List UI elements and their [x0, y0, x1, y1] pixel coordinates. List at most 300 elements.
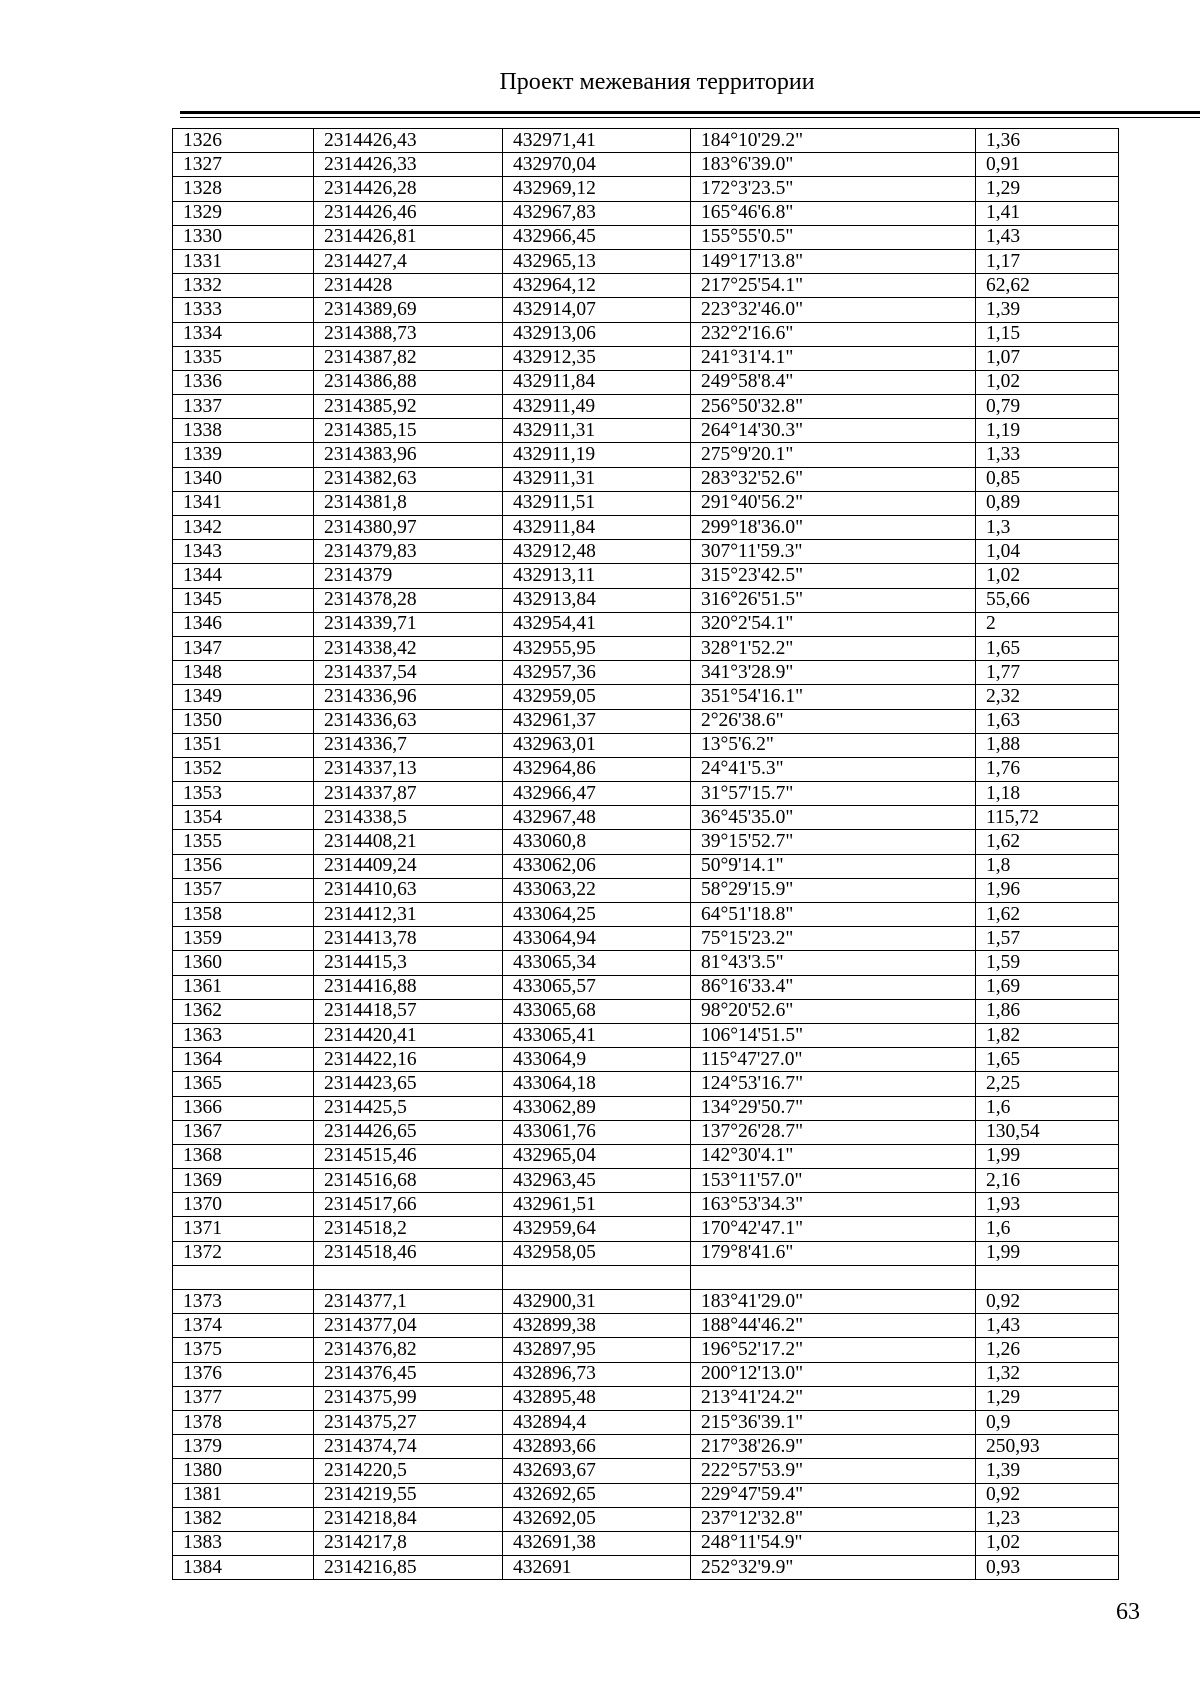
point-number-cell: 1363: [173, 1023, 314, 1047]
x-coordinate-cell: 2314426,81: [314, 225, 503, 249]
bearing-cell: 341°3'28.9": [691, 661, 976, 685]
point-number-cell: 1334: [173, 322, 314, 346]
table-row: [173, 177, 1119, 201]
distance-cell: 1,88: [976, 733, 1119, 757]
table-row: [173, 1120, 1119, 1144]
x-coordinate-cell: 2314518,46: [314, 1241, 503, 1265]
y-coordinate-cell: 432966,47: [503, 782, 691, 806]
point-number-cell: 1382: [173, 1507, 314, 1531]
bearing-cell: 222°57'53.9": [691, 1459, 976, 1483]
distance-cell: 1,99: [976, 1144, 1119, 1168]
bearing-cell: 98°20'52.6": [691, 999, 976, 1023]
table-row: [173, 588, 1119, 612]
y-coordinate-cell: 432895,48: [503, 1386, 691, 1410]
distance-cell: 1,65: [976, 1048, 1119, 1072]
bearing-cell: 184°10'29.2": [691, 129, 976, 153]
point-number-cell: 1355: [173, 830, 314, 854]
table-row: [173, 951, 1119, 975]
bearing-cell: 172°3'23.5": [691, 177, 976, 201]
y-coordinate-cell: 432693,67: [503, 1459, 691, 1483]
x-coordinate-cell: 2314218,84: [314, 1507, 503, 1531]
bearing-cell: 142°30'4.1": [691, 1144, 976, 1168]
distance-cell: 0,92: [976, 1290, 1119, 1314]
distance-cell: 1,02: [976, 1531, 1119, 1555]
table-row: [173, 467, 1119, 491]
x-coordinate-cell: 2314375,27: [314, 1410, 503, 1434]
y-coordinate-cell: 432963,01: [503, 733, 691, 757]
bearing-cell: 351°54'16.1": [691, 685, 976, 709]
table-row: [173, 1483, 1119, 1507]
x-coordinate-cell: 2314409,24: [314, 854, 503, 878]
point-number-cell: 1336: [173, 370, 314, 394]
table-row: [173, 564, 1119, 588]
y-coordinate-cell: 433062,06: [503, 854, 691, 878]
table-row: [173, 540, 1119, 564]
x-coordinate-cell: 2314378,28: [314, 588, 503, 612]
distance-cell: 1,99: [976, 1241, 1119, 1265]
point-number-cell: 1365: [173, 1072, 314, 1096]
distance-cell: 0,9: [976, 1410, 1119, 1434]
bearing-cell: 249°58'8.4": [691, 370, 976, 394]
bearing-cell: 200°12'13.0": [691, 1362, 976, 1386]
point-number-cell: 1344: [173, 564, 314, 588]
distance-cell: 1,8: [976, 854, 1119, 878]
y-coordinate-cell: 433065,34: [503, 951, 691, 975]
bearing-cell: 248°11'54.9": [691, 1531, 976, 1555]
distance-cell: 55,66: [976, 588, 1119, 612]
distance-cell: 1,76: [976, 757, 1119, 781]
x-coordinate-cell: 2314386,88: [314, 370, 503, 394]
y-coordinate-cell: 433064,94: [503, 927, 691, 951]
y-coordinate-cell: 432893,66: [503, 1435, 691, 1459]
distance-cell: 1,02: [976, 564, 1119, 588]
x-coordinate-cell: 2314336,63: [314, 709, 503, 733]
table-row: [173, 1144, 1119, 1168]
y-coordinate-cell: 432691: [503, 1556, 691, 1580]
table-row: [173, 491, 1119, 515]
point-number-cell: 1337: [173, 395, 314, 419]
x-coordinate-cell: 2314217,8: [314, 1531, 503, 1555]
y-coordinate-cell: 432692,05: [503, 1507, 691, 1531]
point-number-cell: 1378: [173, 1410, 314, 1434]
x-coordinate-cell: 2314379: [314, 564, 503, 588]
distance-cell: 115,72: [976, 806, 1119, 830]
bearing-cell: 196°52'17.2": [691, 1338, 976, 1362]
y-coordinate-cell: 433062,89: [503, 1096, 691, 1120]
point-number-cell: 1345: [173, 588, 314, 612]
bearing-cell: 36°45'35.0": [691, 806, 976, 830]
point-number-cell: 1359: [173, 927, 314, 951]
x-coordinate-cell: 2314338,42: [314, 636, 503, 660]
bearing-cell: 183°6'39.0": [691, 153, 976, 177]
bearing-cell: 137°26'28.7": [691, 1120, 976, 1144]
y-coordinate-cell: 433061,76: [503, 1120, 691, 1144]
bearing-cell: 328°1'52.2": [691, 636, 976, 660]
x-coordinate-cell: 2314517,66: [314, 1193, 503, 1217]
x-coordinate-cell: 2314375,99: [314, 1386, 503, 1410]
page-number: 63: [1116, 1599, 1140, 1625]
y-coordinate-cell: 432896,73: [503, 1362, 691, 1386]
bearing-cell: 39°15'52.7": [691, 830, 976, 854]
distance-cell: 1,36: [976, 129, 1119, 153]
point-number-cell: 1339: [173, 443, 314, 467]
bearing-cell: 291°40'56.2": [691, 491, 976, 515]
table-row: [173, 249, 1119, 273]
bearing-cell: 283°32'52.6": [691, 467, 976, 491]
bearing-cell: 170°42'47.1": [691, 1217, 976, 1241]
point-number-cell: 1368: [173, 1144, 314, 1168]
table-row: [173, 806, 1119, 830]
distance-cell: 1,6: [976, 1217, 1119, 1241]
point-number-cell: 1352: [173, 757, 314, 781]
table-row: [173, 975, 1119, 999]
table-row: [173, 201, 1119, 225]
point-number-cell: 1381: [173, 1483, 314, 1507]
distance-cell: 1,62: [976, 903, 1119, 927]
table-row: [173, 1531, 1119, 1555]
table-row: [173, 443, 1119, 467]
distance-cell: 0,85: [976, 467, 1119, 491]
bearing-cell: 115°47'27.0": [691, 1048, 976, 1072]
bearing-cell: 64°51'18.8": [691, 903, 976, 927]
x-coordinate-cell: 2314426,43: [314, 129, 503, 153]
x-coordinate-cell: 2314385,15: [314, 419, 503, 443]
distance-cell: 1,39: [976, 298, 1119, 322]
bearing-cell: 124°53'16.7": [691, 1072, 976, 1096]
point-number-cell: 1341: [173, 491, 314, 515]
distance-cell: 1,3: [976, 516, 1119, 540]
distance-cell: 0,93: [976, 1556, 1119, 1580]
distance-cell: 1,18: [976, 782, 1119, 806]
y-coordinate-cell: 433064,9: [503, 1048, 691, 1072]
table-row: [173, 1459, 1119, 1483]
table-row: [173, 709, 1119, 733]
y-coordinate-cell: 432963,45: [503, 1169, 691, 1193]
x-coordinate-cell: 2314387,82: [314, 346, 503, 370]
table-row: [173, 903, 1119, 927]
x-coordinate-cell: 2314220,5: [314, 1459, 503, 1483]
y-coordinate-cell: 432954,41: [503, 612, 691, 636]
point-number-cell: 1369: [173, 1169, 314, 1193]
distance-cell: 250,93: [976, 1435, 1119, 1459]
distance-cell: 0,79: [976, 395, 1119, 419]
table-row: [173, 612, 1119, 636]
distance-cell: 2: [976, 612, 1119, 636]
point-number-cell: 1347: [173, 636, 314, 660]
x-coordinate-cell: 2314383,96: [314, 443, 503, 467]
point-number-cell: 1331: [173, 249, 314, 273]
y-coordinate-cell: 432964,12: [503, 274, 691, 298]
bearing-cell: 163°53'34.3": [691, 1193, 976, 1217]
y-coordinate-cell: 432955,95: [503, 636, 691, 660]
y-coordinate-cell: 432900,31: [503, 1290, 691, 1314]
distance-cell: 1,69: [976, 975, 1119, 999]
bearing-cell: 75°15'23.2": [691, 927, 976, 951]
y-coordinate-cell: 432914,07: [503, 298, 691, 322]
y-coordinate-cell: 432971,41: [503, 129, 691, 153]
x-coordinate-cell: 2314376,82: [314, 1338, 503, 1362]
table-row: [173, 274, 1119, 298]
bearing-cell: 58°29'15.9": [691, 878, 976, 902]
y-coordinate-cell: 432970,04: [503, 153, 691, 177]
table-row: [173, 1410, 1119, 1434]
distance-cell: 1,29: [976, 177, 1119, 201]
table-row: [173, 782, 1119, 806]
x-coordinate-cell: 2314418,57: [314, 999, 503, 1023]
x-coordinate-cell: 2314428: [314, 274, 503, 298]
distance-cell: 1,04: [976, 540, 1119, 564]
y-coordinate-cell: 432965,13: [503, 249, 691, 273]
distance-cell: 1,59: [976, 951, 1119, 975]
x-coordinate-cell: 2314379,83: [314, 540, 503, 564]
distance-cell: 1,62: [976, 830, 1119, 854]
distance-cell: 1,15: [976, 322, 1119, 346]
x-coordinate-cell: 2314426,33: [314, 153, 503, 177]
coordinates-table: [172, 128, 1119, 1580]
y-coordinate-cell: 433065,68: [503, 999, 691, 1023]
point-number-cell: 1356: [173, 854, 314, 878]
distance-cell: [976, 1265, 1119, 1289]
table-row: [173, 1338, 1119, 1362]
bearing-cell: 256°50'32.8": [691, 395, 976, 419]
x-coordinate-cell: 2314374,74: [314, 1435, 503, 1459]
y-coordinate-cell: 432897,95: [503, 1338, 691, 1362]
x-coordinate-cell: 2314426,28: [314, 177, 503, 201]
table-row: [173, 1265, 1119, 1289]
x-coordinate-cell: 2314426,46: [314, 201, 503, 225]
bearing-cell: 215°36'39.1": [691, 1410, 976, 1434]
table-row: [173, 1435, 1119, 1459]
point-number-cell: 1332: [173, 274, 314, 298]
x-coordinate-cell: 2314423,65: [314, 1072, 503, 1096]
y-coordinate-cell: 433065,41: [503, 1023, 691, 1047]
x-coordinate-cell: 2314422,16: [314, 1048, 503, 1072]
point-number-cell: 1374: [173, 1314, 314, 1338]
distance-cell: 1,6: [976, 1096, 1119, 1120]
bearing-cell: 106°14'51.5": [691, 1023, 976, 1047]
table-row: [173, 1193, 1119, 1217]
x-coordinate-cell: 2314516,68: [314, 1169, 503, 1193]
y-coordinate-cell: 433060,8: [503, 830, 691, 854]
point-number-cell: 1329: [173, 201, 314, 225]
bearing-cell: 217°25'54.1": [691, 274, 976, 298]
table-row: [173, 1362, 1119, 1386]
distance-cell: 1,57: [976, 927, 1119, 951]
y-coordinate-cell: 432959,64: [503, 1217, 691, 1241]
x-coordinate-cell: 2314408,21: [314, 830, 503, 854]
distance-cell: 1,65: [976, 636, 1119, 660]
point-number-cell: 1362: [173, 999, 314, 1023]
table-row: [173, 685, 1119, 709]
distance-cell: 1,41: [976, 201, 1119, 225]
point-number-cell: 1364: [173, 1048, 314, 1072]
y-coordinate-cell: 432913,11: [503, 564, 691, 588]
point-number-cell: 1335: [173, 346, 314, 370]
distance-cell: 0,92: [976, 1483, 1119, 1507]
distance-cell: 1,19: [976, 419, 1119, 443]
x-coordinate-cell: 2314377,04: [314, 1314, 503, 1338]
y-coordinate-cell: 432894,4: [503, 1410, 691, 1434]
x-coordinate-cell: 2314382,63: [314, 467, 503, 491]
y-coordinate-cell: 432957,36: [503, 661, 691, 685]
bearing-cell: 213°41'24.2": [691, 1386, 976, 1410]
x-coordinate-cell: 2314420,41: [314, 1023, 503, 1047]
y-coordinate-cell: 432691,38: [503, 1531, 691, 1555]
bearing-cell: 86°16'33.4": [691, 975, 976, 999]
y-coordinate-cell: 432958,05: [503, 1241, 691, 1265]
distance-cell: 1,02: [976, 370, 1119, 394]
distance-cell: 1,96: [976, 878, 1119, 902]
y-coordinate-cell: 432967,83: [503, 201, 691, 225]
point-number-cell: 1377: [173, 1386, 314, 1410]
distance-cell: 2,16: [976, 1169, 1119, 1193]
bearing-cell: 223°32'46.0": [691, 298, 976, 322]
point-number-cell: 1348: [173, 661, 314, 685]
coordinates-table-body: [173, 129, 1119, 1580]
table-row: [173, 878, 1119, 902]
y-coordinate-cell: 432967,48: [503, 806, 691, 830]
bearing-cell: 183°41'29.0": [691, 1290, 976, 1314]
point-number-cell: 1360: [173, 951, 314, 975]
point-number-cell: 1330: [173, 225, 314, 249]
table-row: [173, 1048, 1119, 1072]
x-coordinate-cell: 2314216,85: [314, 1556, 503, 1580]
x-coordinate-cell: 2314426,65: [314, 1120, 503, 1144]
point-number-cell: 1353: [173, 782, 314, 806]
point-number-cell: 1343: [173, 540, 314, 564]
distance-cell: 62,62: [976, 274, 1119, 298]
bearing-cell: 299°18'36.0": [691, 516, 976, 540]
point-number-cell: 1346: [173, 612, 314, 636]
point-number-cell: 1367: [173, 1120, 314, 1144]
y-coordinate-cell: [503, 1265, 691, 1289]
distance-cell: 130,54: [976, 1120, 1119, 1144]
table-row: [173, 129, 1119, 153]
point-number-cell: 1357: [173, 878, 314, 902]
x-coordinate-cell: 2314219,55: [314, 1483, 503, 1507]
bearing-cell: 264°14'30.3": [691, 419, 976, 443]
table-row: [173, 298, 1119, 322]
x-coordinate-cell: 2314381,8: [314, 491, 503, 515]
table-row: [173, 636, 1119, 660]
distance-cell: 1,82: [976, 1023, 1119, 1047]
table-row: [173, 1169, 1119, 1193]
bearing-cell: 252°32'9.9": [691, 1556, 976, 1580]
x-coordinate-cell: 2314336,7: [314, 733, 503, 757]
distance-cell: 2,25: [976, 1072, 1119, 1096]
table-row: [173, 927, 1119, 951]
y-coordinate-cell: 432961,51: [503, 1193, 691, 1217]
point-number-cell: 1371: [173, 1217, 314, 1241]
distance-cell: 1,43: [976, 1314, 1119, 1338]
table-row: [173, 1556, 1119, 1580]
bearing-cell: 165°46'6.8": [691, 201, 976, 225]
bearing-cell: 24°41'5.3": [691, 757, 976, 781]
point-number-cell: 1328: [173, 177, 314, 201]
y-coordinate-cell: 432961,37: [503, 709, 691, 733]
x-coordinate-cell: 2314415,3: [314, 951, 503, 975]
y-coordinate-cell: 432912,48: [503, 540, 691, 564]
y-coordinate-cell: 432913,84: [503, 588, 691, 612]
y-coordinate-cell: 433065,57: [503, 975, 691, 999]
y-coordinate-cell: 432911,31: [503, 467, 691, 491]
bearing-cell: 179°8'41.6": [691, 1241, 976, 1265]
y-coordinate-cell: 432959,05: [503, 685, 691, 709]
distance-cell: 1,39: [976, 1459, 1119, 1483]
point-number-cell: 1354: [173, 806, 314, 830]
x-coordinate-cell: 2314410,63: [314, 878, 503, 902]
x-coordinate-cell: 2314380,97: [314, 516, 503, 540]
y-coordinate-cell: 432964,86: [503, 757, 691, 781]
y-coordinate-cell: 432911,19: [503, 443, 691, 467]
distance-cell: 0,89: [976, 491, 1119, 515]
y-coordinate-cell: 432911,51: [503, 491, 691, 515]
distance-cell: 1,77: [976, 661, 1119, 685]
table-row: [173, 1023, 1119, 1047]
table-row: [173, 1290, 1119, 1314]
table-row: [173, 225, 1119, 249]
x-coordinate-cell: [314, 1265, 503, 1289]
point-number-cell: 1338: [173, 419, 314, 443]
x-coordinate-cell: 2314337,87: [314, 782, 503, 806]
bearing-cell: 134°29'50.7": [691, 1096, 976, 1120]
point-number-cell: [173, 1265, 314, 1289]
point-number-cell: 1342: [173, 516, 314, 540]
point-number-cell: 1327: [173, 153, 314, 177]
y-coordinate-cell: 432911,49: [503, 395, 691, 419]
bearing-cell: 275°9'20.1": [691, 443, 976, 467]
table-row: [173, 419, 1119, 443]
y-coordinate-cell: 432965,04: [503, 1144, 691, 1168]
point-number-cell: 1340: [173, 467, 314, 491]
x-coordinate-cell: 2314385,92: [314, 395, 503, 419]
y-coordinate-cell: 432912,35: [503, 346, 691, 370]
table-row: [173, 322, 1119, 346]
y-coordinate-cell: 432911,31: [503, 419, 691, 443]
distance-cell: 1,32: [976, 1362, 1119, 1386]
bearing-cell: 217°38'26.9": [691, 1435, 976, 1459]
x-coordinate-cell: 2314515,46: [314, 1144, 503, 1168]
y-coordinate-cell: 432911,84: [503, 370, 691, 394]
bearing-cell: 316°26'51.5": [691, 588, 976, 612]
x-coordinate-cell: 2314336,96: [314, 685, 503, 709]
table-row: [173, 1217, 1119, 1241]
bearing-cell: 188°44'46.2": [691, 1314, 976, 1338]
point-number-cell: 1375: [173, 1338, 314, 1362]
y-coordinate-cell: 432966,45: [503, 225, 691, 249]
distance-cell: 1,29: [976, 1386, 1119, 1410]
point-number-cell: 1373: [173, 1290, 314, 1314]
distance-cell: 1,17: [976, 249, 1119, 273]
distance-cell: 1,43: [976, 225, 1119, 249]
point-number-cell: 1358: [173, 903, 314, 927]
point-number-cell: 1379: [173, 1435, 314, 1459]
bearing-cell: 241°31'4.1": [691, 346, 976, 370]
y-coordinate-cell: 432911,84: [503, 516, 691, 540]
table-row: [173, 370, 1119, 394]
table-row: [173, 661, 1119, 685]
point-number-cell: 1361: [173, 975, 314, 999]
distance-cell: 2,32: [976, 685, 1119, 709]
distance-cell: 1,26: [976, 1338, 1119, 1362]
table-row: [173, 1241, 1119, 1265]
bearing-cell: 81°43'3.5": [691, 951, 976, 975]
y-coordinate-cell: 432899,38: [503, 1314, 691, 1338]
x-coordinate-cell: 2314389,69: [314, 298, 503, 322]
bearing-cell: 320°2'54.1": [691, 612, 976, 636]
x-coordinate-cell: 2314339,71: [314, 612, 503, 636]
point-number-cell: 1383: [173, 1531, 314, 1555]
